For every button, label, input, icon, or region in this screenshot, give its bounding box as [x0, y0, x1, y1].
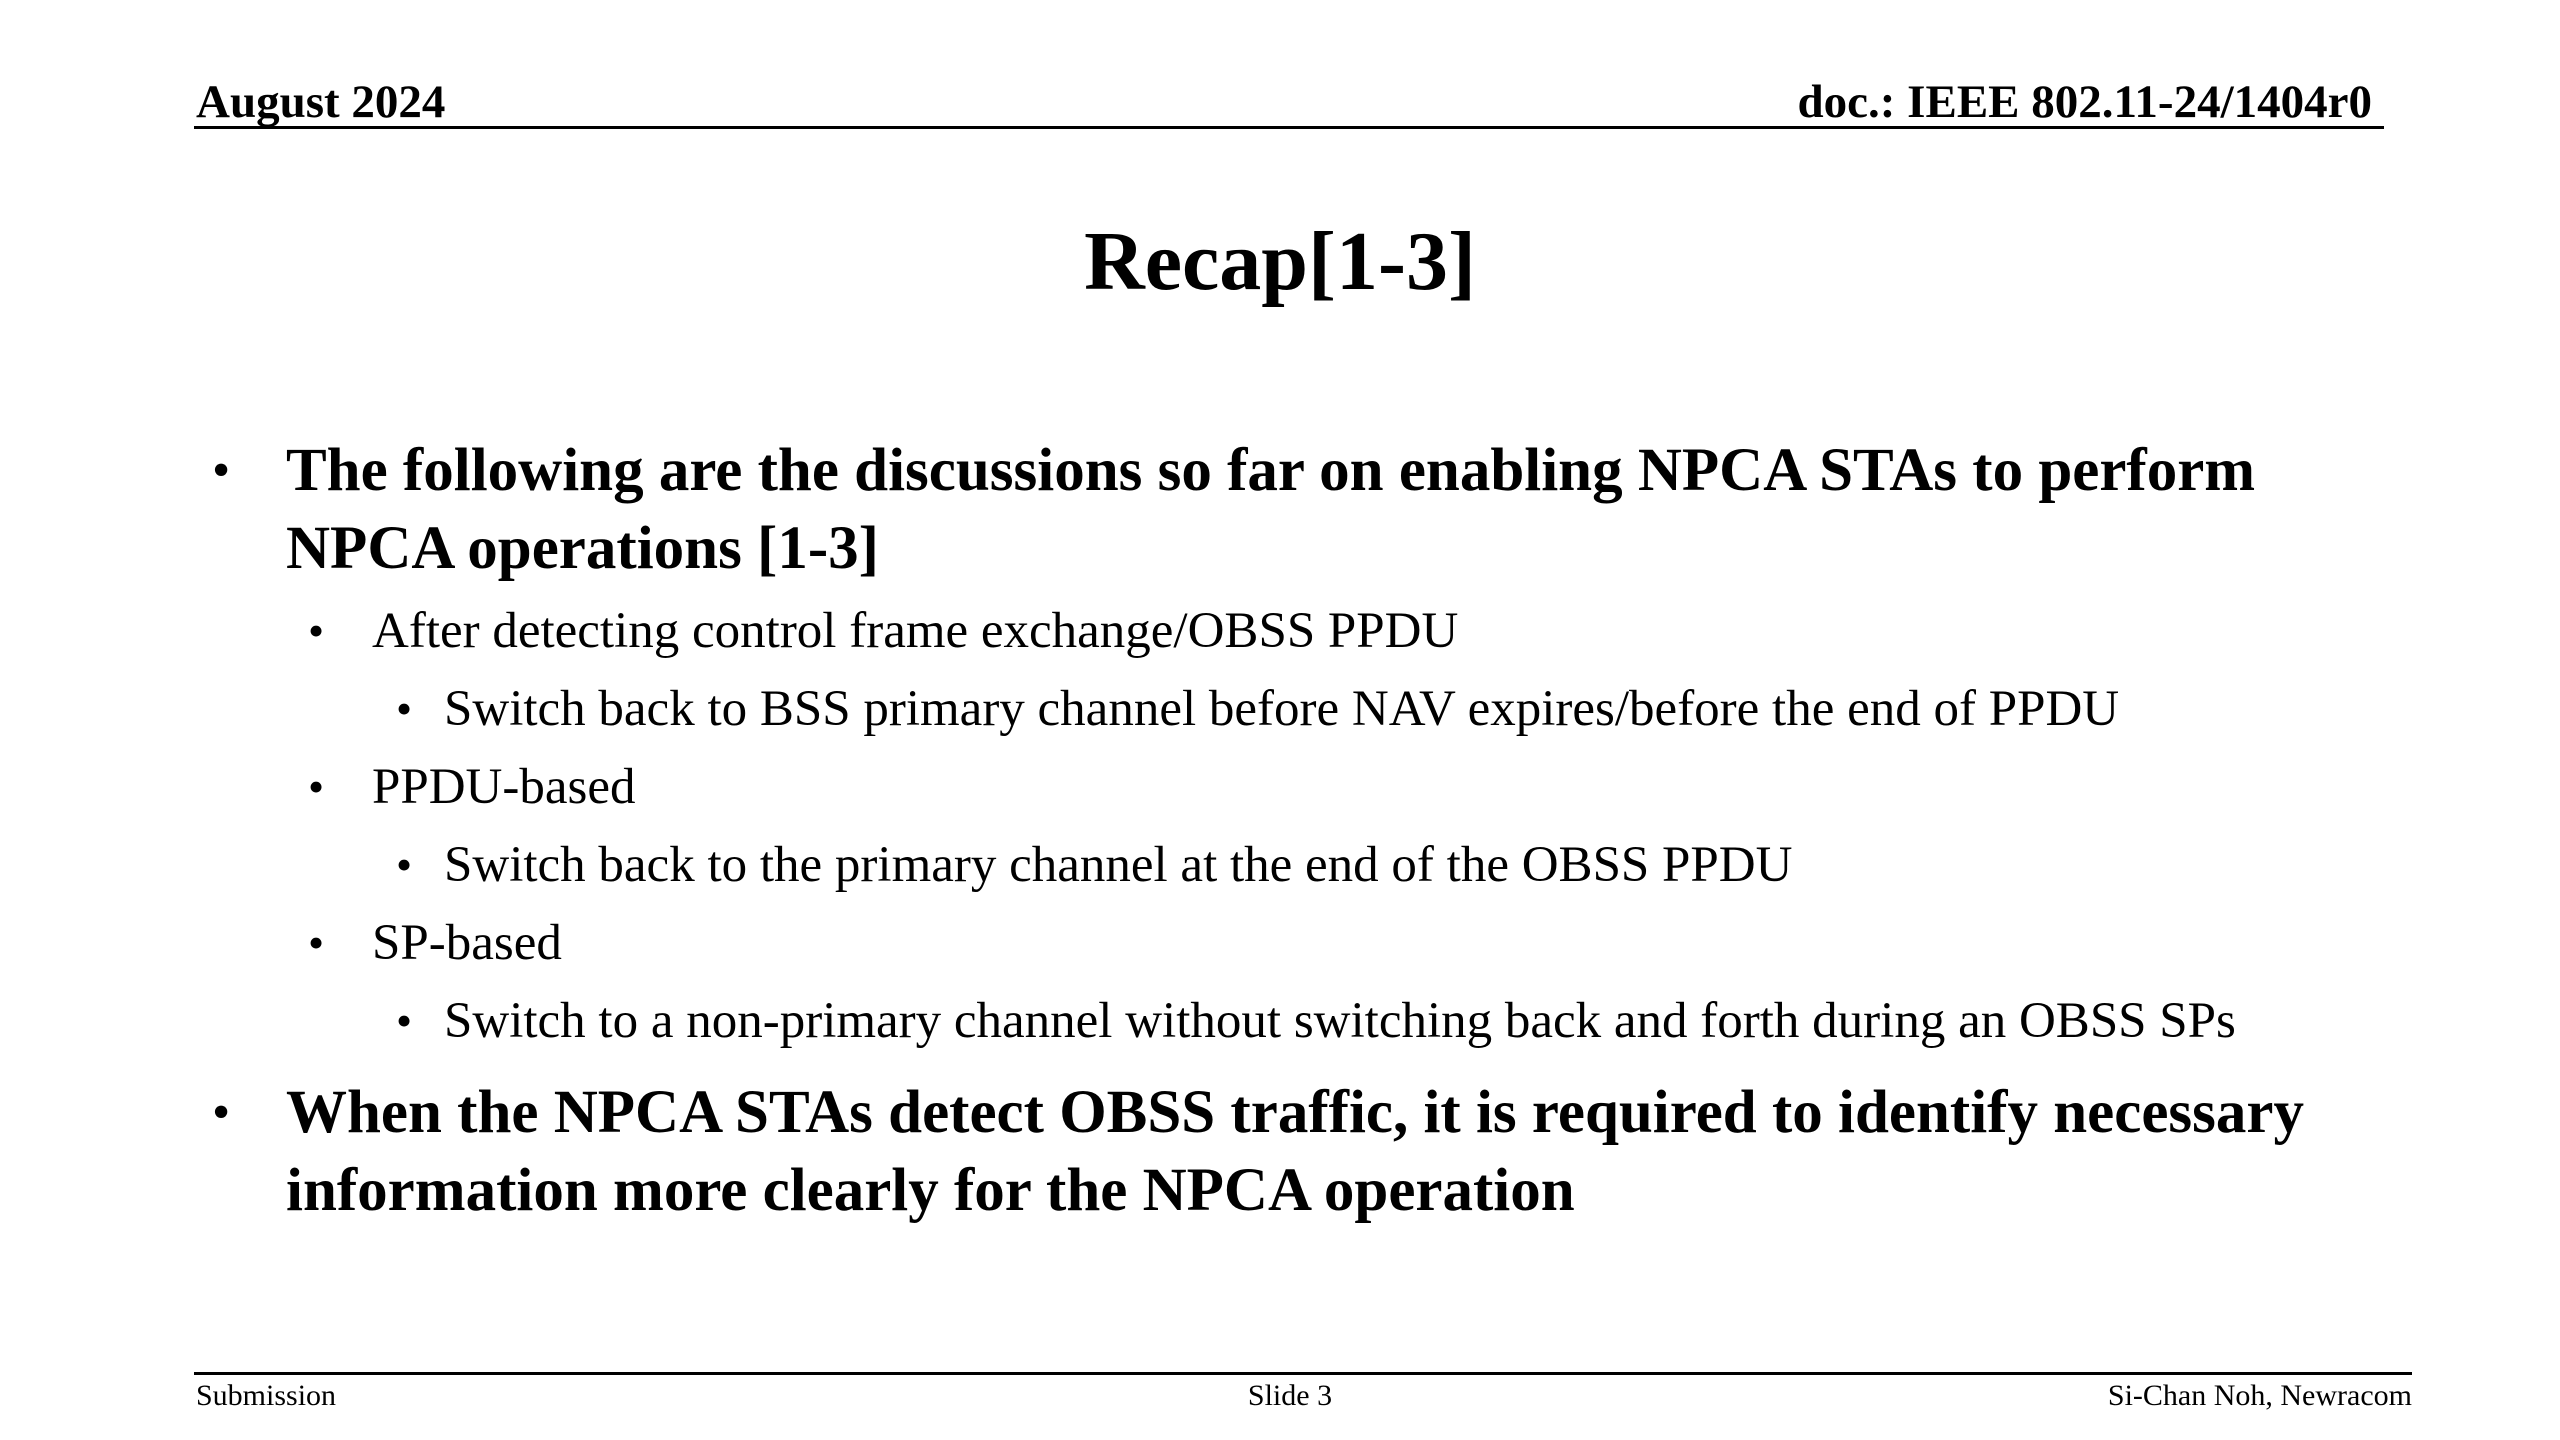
sub-bullet-2-text: PPDU-based	[372, 759, 636, 815]
sub-sub-bullet-3-text: Switch to a non-primary channel without switching back and forth during an OBSS SPs	[444, 993, 2236, 1049]
bullet-icon: •	[396, 683, 413, 734]
bullet-point-2-text: When the NPCA STAs detect OBSS traffic, it is required to identify necessary information more clearly for the NPCA operation	[286, 1079, 2304, 1224]
slide-body	[0, 432, 2560, 1230]
header-doc-id: doc.: IEEE 802.11-24/1404r0	[1797, 76, 2372, 128]
bullet-point-1-text: The following are the discussions so far on enabling NPCA STAs to perform NPCA operations [1-3]	[286, 437, 2256, 582]
footer-submission: Submission	[196, 1379, 337, 1412]
sub-sub-bullet-3	[396, 982, 2424, 1060]
sub-bullet-3	[308, 904, 2352, 982]
sub-bullet-3-text: SP-based	[372, 915, 562, 971]
sub-bullet-2	[308, 748, 2352, 826]
sub-bullet-1	[308, 592, 2352, 670]
header-divider	[194, 126, 2384, 129]
bullet-icon: •	[212, 1084, 231, 1141]
footer-author: Si-Chan Noh, Newracom	[2107, 1379, 2412, 1412]
sub-sub-bullet-2-text: Switch back to the primary channel at the end of the OBSS PPDU	[444, 837, 1793, 893]
sub-sub-bullet-2	[396, 826, 2424, 904]
bullet-point-1	[212, 432, 2326, 588]
sub-bullet-1-text: After detecting control frame exchange/OBSS PPDU	[372, 603, 1459, 659]
slide-title: Recap[1-3]	[1084, 215, 1476, 308]
bullet-point-2	[212, 1074, 2326, 1230]
bullet-icon: •	[396, 995, 413, 1046]
bullet-icon: •	[396, 839, 413, 890]
bullet-icon: •	[212, 442, 231, 499]
bullet-icon: •	[308, 761, 325, 812]
header-date: August 2024	[196, 76, 446, 128]
footer-slide-number: Slide 3	[1247, 1379, 1333, 1412]
sub-sub-bullet-1	[396, 670, 2424, 748]
sub-sub-bullet-1-text: Switch back to BSS primary channel before NAV expires/before the end of PPDU	[444, 681, 2120, 737]
bullet-icon: •	[308, 605, 325, 656]
bullet-icon: •	[308, 917, 325, 968]
footer-divider	[194, 1372, 2412, 1375]
